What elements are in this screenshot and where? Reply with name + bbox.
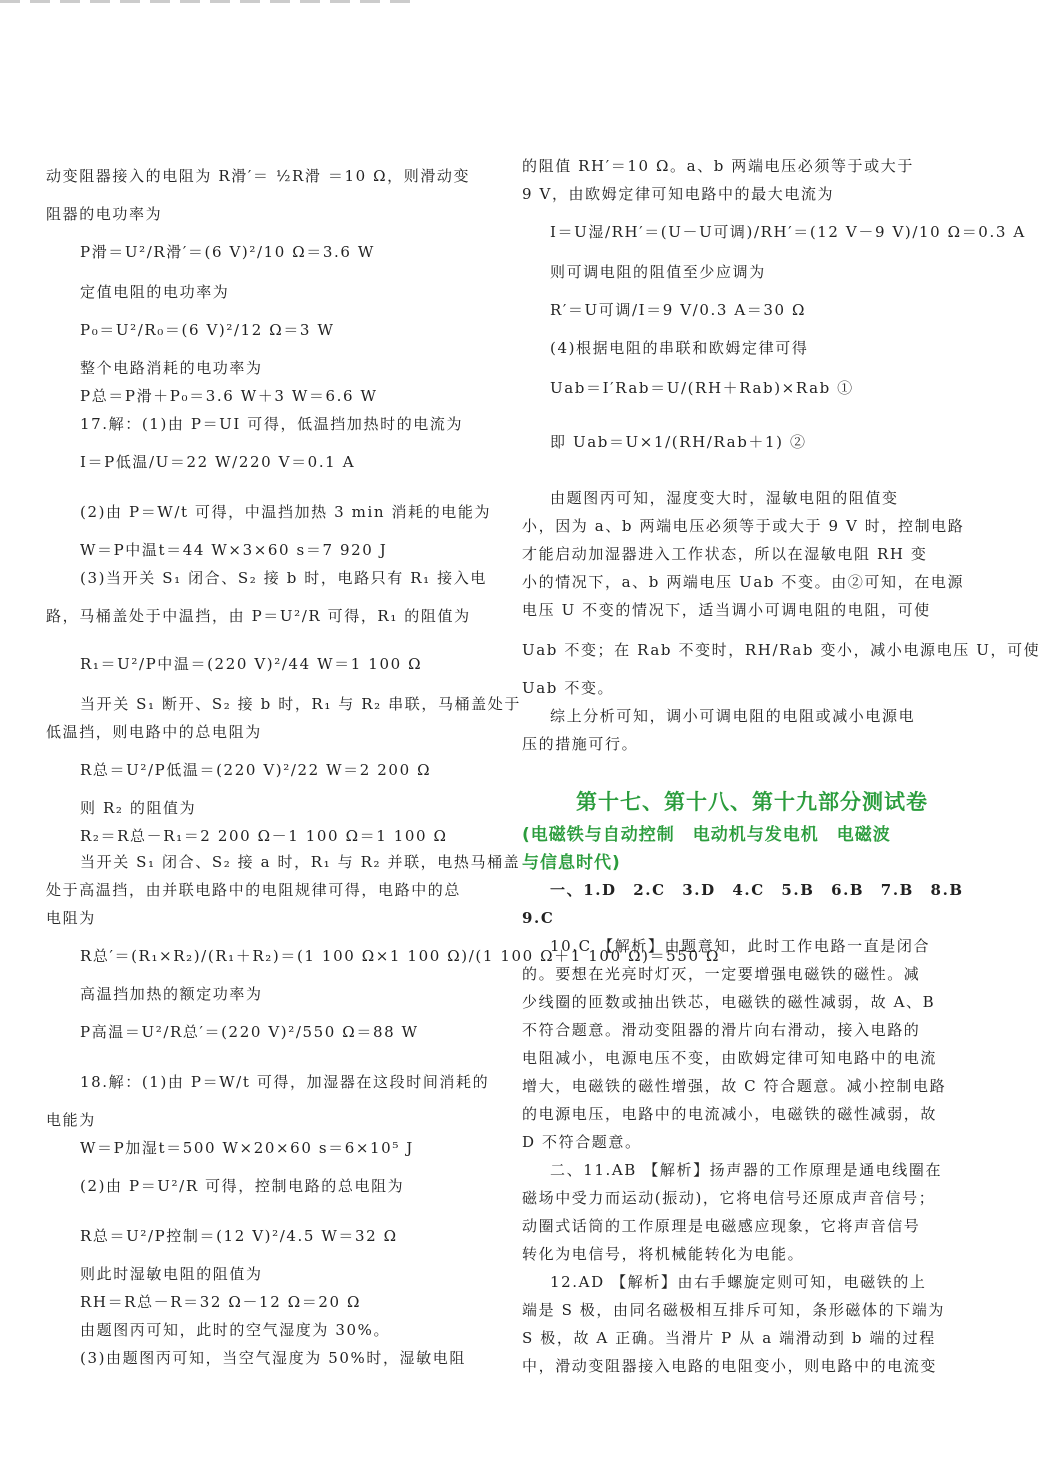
equation: R₁＝U²/P中温＝(220 V)²/44 W＝1 100 Ω xyxy=(80,655,423,673)
text-line: 电阻减小，电源电压不变，由欧姆定律可知电路中的电流 xyxy=(522,1049,938,1067)
equation: W＝P加湿t＝500 W×20×60 s＝6×10⁵ J xyxy=(80,1139,414,1157)
text-line: 由题图丙可知，湿度变大时，湿敏电阻的阻值变 xyxy=(550,489,899,507)
top-border-line xyxy=(0,0,420,3)
text-line: 动圈式话筒的工作原理是电磁感应现象，它将声音信号 xyxy=(522,1217,921,1235)
text-line: (3)当开关 S₁ 闭合、S₂ 接 b 时，电路只有 R₁ 接入电 xyxy=(80,569,487,587)
equation: P高温＝U²/R总′＝(220 V)²/550 Ω＝88 W xyxy=(80,1023,419,1041)
text-line: 磁场中受力而运动(振动)，它将电信号还原成声音信号； xyxy=(522,1189,936,1207)
equation: R总＝U²/P低温＝(220 V)²/22 W＝2 200 Ω xyxy=(80,761,432,779)
text-line: 动变阻器接入的电阻为 R滑′＝ ½R滑 ＝10 Ω，则滑动变 xyxy=(46,167,471,185)
equation: R总＝U²/P控制＝(12 V)²/4.5 W＝32 Ω xyxy=(80,1227,398,1245)
text-line: 阻器的电功率为 xyxy=(46,205,163,223)
text-line: 少线圈的匝数或抽出铁芯，电磁铁的磁性减弱，故 A、B xyxy=(522,993,936,1011)
text-line: 12.AD 【解析】由右手螺旋定则可知，电磁铁的上 xyxy=(550,1273,927,1291)
text-line: 当开关 S₁ 闭合、S₂ 接 a 时，R₁ 与 R₂ 并联，电热马桶盖 xyxy=(80,853,521,871)
text-line: 则可调电阻的阻值至少应调为 xyxy=(550,263,766,281)
text-line: (2)由 P＝U²/R 可得，控制电路的总电阻为 xyxy=(80,1177,405,1195)
equation: I＝P低温/U＝22 W/220 V＝0.1 A xyxy=(80,453,356,471)
text-line: 才能启动加湿器进入工作状态，所以在湿敏电阻 RH 变 xyxy=(522,545,928,563)
text-line: 二、11.AB 【解析】扬声器的工作原理是通电线圈在 xyxy=(550,1161,943,1179)
text-line: 中，滑动变阻器接入电路的电阻变小，则电路中的电流变 xyxy=(522,1357,938,1375)
text-line: 电压 U 不变的情况下，适当调小可调电阻的电阻，可使 xyxy=(522,601,931,619)
equation: P₀＝U²/R₀＝(6 V)²/12 Ω＝3 W xyxy=(80,321,335,339)
answer-line: 一、1.D 2.C 3.D 4.C 5.B 6.B 7.B 8.B xyxy=(550,881,964,899)
equation: Uab＝I′Rab＝U/(RH＋Rab)×Rab ① xyxy=(550,379,854,397)
text-line: 电能为 xyxy=(46,1111,96,1129)
text-line: (2)由 P＝W/t 可得，中温挡加热 3 min 消耗的电能为 xyxy=(80,503,492,521)
section-subtitle: 与信息时代) xyxy=(522,853,621,873)
equation: 即 Uab＝U×1/(RH/Rab＋1) ② xyxy=(550,433,807,451)
text-line: 压的措施可行。 xyxy=(522,735,639,753)
equation: R₂＝R总－R₁＝2 200 Ω－1 100 Ω＝1 100 Ω xyxy=(80,827,448,845)
text-line: 小的情况下，a、b 两端电压 Uab 不变。由②可知，在电源 xyxy=(522,573,965,591)
text-line: S 极，故 A 正确。当滑片 P 从 a 端滑动到 b 端的过程 xyxy=(522,1329,936,1347)
equation: R总′＝(R₁×R₂)/(R₁＋R₂)＝(1 100 Ω×1 100 Ω)/(1 100 Ω＋1 100 Ω)＝550 Ω xyxy=(80,947,721,965)
equation: R′＝U可调/I＝9 V/0.3 A＝30 Ω xyxy=(550,301,807,319)
text-line: 10.C 【解析】由题意知，此时工作电路一直是闭合 xyxy=(550,937,931,955)
equation: I＝U湿/RH′＝(U－U可调)/RH′＝(12 V－9 V)/10 Ω＝0.3 A xyxy=(550,223,1026,241)
text-line: 综上分析可知，调小可调电阻的电阻或减小电源电 xyxy=(550,707,916,725)
answer-line: 9.C xyxy=(522,909,555,927)
text-line: 的电源电压，电路中的电流减小，电磁铁的磁性减弱，故 xyxy=(522,1105,938,1123)
text-line: 电阻为 xyxy=(46,909,96,927)
equation: RH＝R总－R＝32 Ω－12 Ω＝20 Ω xyxy=(80,1293,362,1311)
text-line: 端是 S 极，由同名磁极相互排斥可知，条形磁体的下端为 xyxy=(522,1301,946,1319)
text-line: 高温挡加热的额定功率为 xyxy=(80,985,263,1003)
text-line: 17.解：(1)由 P＝UI 可得，低温挡加热时的电流为 xyxy=(80,415,464,433)
text-line: 当开关 S₁ 断开、S₂ 接 b 时，R₁ 与 R₂ 串联，马桶盖处于 xyxy=(80,695,521,713)
text-line: (4)根据电阻的串联和欧姆定律可得 xyxy=(550,339,809,357)
text-line: 的阻值 RH′＝10 Ω。a、b 两端电压必须等于或大于 xyxy=(522,157,914,175)
text-line: 低温挡，则电路中的总电阻为 xyxy=(46,723,262,741)
text-line: 路，马桶盖处于中温挡，由 P＝U²/R 可得，R₁ 的阻值为 xyxy=(46,607,471,625)
text-line: Uab 不变；在 Rab 不变时，RH/Rab 变小，减小电源电压 U，可使 xyxy=(522,641,1041,659)
text-line: 的。要想在光亮时灯灭，一定要增强电磁铁的磁性。减 xyxy=(522,965,921,983)
text-line: 增大，电磁铁的磁性增强，故 C 符合题意。减小控制电路 xyxy=(522,1077,947,1095)
text-line: 定值电阻的电功率为 xyxy=(80,283,230,301)
text-line: (3)由题图丙可知，当空气湿度为 50%时，湿敏电阻 xyxy=(80,1349,466,1367)
equation: P滑＝U²/R滑′＝(6 V)²/10 Ω＝3.6 W xyxy=(80,243,375,261)
text-line: 则 R₂ 的阻值为 xyxy=(80,799,197,817)
text-line: 不符合题意。滑动变阻器的滑片向右滑动，接入电路的 xyxy=(522,1021,921,1039)
text-line: 转化为电信号，将机械能转化为电能。 xyxy=(522,1245,805,1263)
equation: P总＝P滑＋P₀＝3.6 W＋3 W＝6.6 W xyxy=(80,387,378,405)
text-line: 处于高温挡，由并联电路中的电阻规律可得，电路中的总 xyxy=(46,881,462,899)
section-subtitle: (电磁铁与自动控制 电动机与发电机 电磁波 xyxy=(522,825,891,845)
text-line: 18.解：(1)由 P＝W/t 可得，加湿器在这段时间消耗的 xyxy=(80,1073,490,1091)
text-line: 小，因为 a、b 两端电压必须等于或大于 9 V 时，控制电路 xyxy=(522,517,965,535)
text-line: 9 V，由欧姆定律可知电路中的最大电流为 xyxy=(522,185,835,203)
text-line: Uab 不变。 xyxy=(522,679,615,697)
text-line: 整个电路消耗的电功率为 xyxy=(80,359,263,377)
text-line: D 不符合题意。 xyxy=(522,1133,642,1151)
text-line: 由题图丙可知，此时的空气湿度为 30%。 xyxy=(80,1321,391,1339)
section-title: 第十七、第十八、第十九部分测试卷 xyxy=(576,790,928,814)
equation: W＝P中温t＝44 W×3×60 s＝7 920 J xyxy=(80,541,388,559)
text-line: 则此时湿敏电阻的阻值为 xyxy=(80,1265,263,1283)
